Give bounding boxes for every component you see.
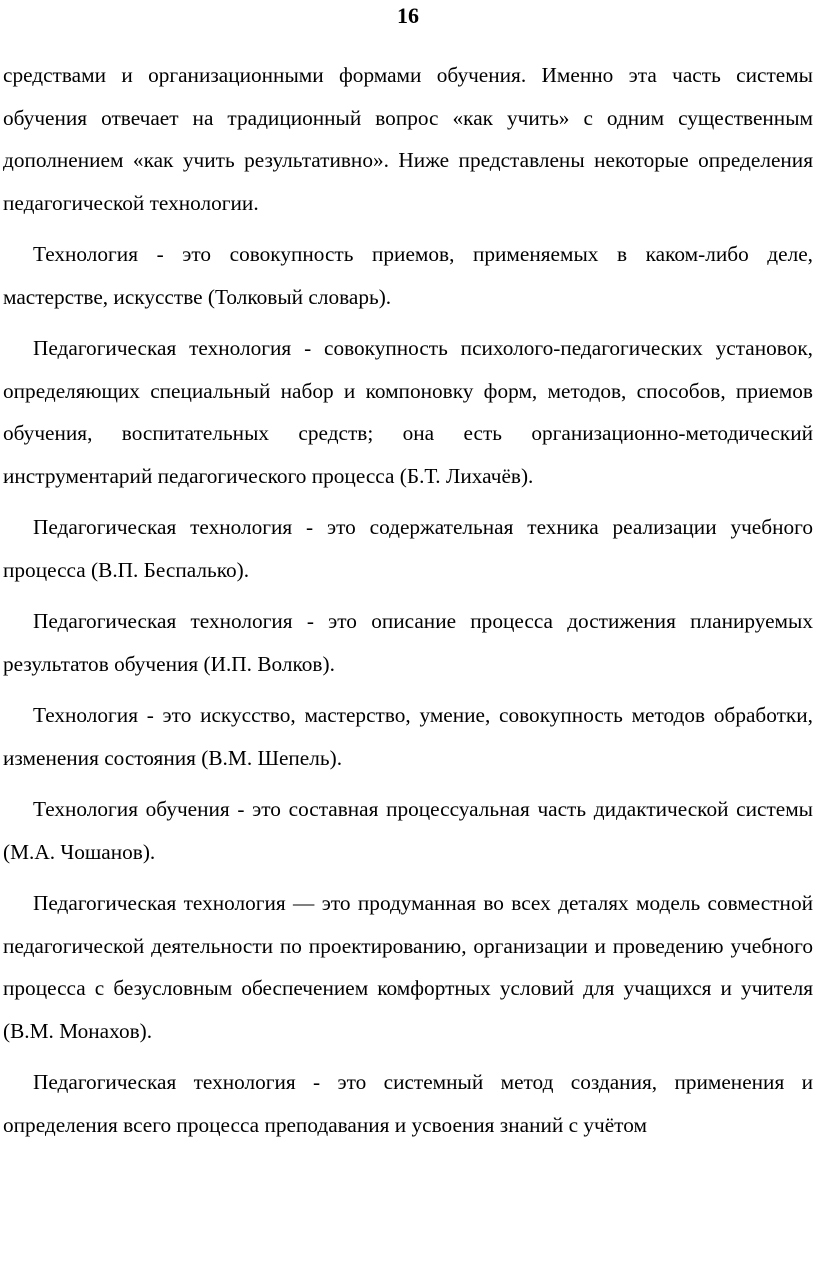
definition-paragraph: Технология - это искусство, мастерство, умение, совокупность методов обработки, изменения состояния (В.М. Шепель).: [3, 703, 813, 770]
definition-paragraph: Педагогическая технология — это продуманная во всех деталях модель совместной педагогической деятельности по проектированию, организации и проведению учебного процесса с безусловным обеспечением комфортных условий для учащихся и учителя (В.М. Монахов).: [3, 891, 813, 1043]
definition-paragraph: Педагогическая технология - это описание процесса достижения планируемых результатов обучения (И.П. Волков).: [3, 609, 813, 676]
definition-paragraph: Технология - это совокупность приемов, применяемых в каком-либо деле, мастерстве, искусстве (Толковый словарь).: [3, 242, 813, 309]
page-body: [3, 54, 813, 1155]
paragraph-continuation: средствами и организационными формами обучения. Именно эта часть системы обучения отвечает на традиционный вопрос «как учить» с одним существенным дополнением «как учить результативно». Ниже представлены некоторые определения педагогической технологии.: [3, 63, 813, 215]
definition-paragraph: Технология обучения - это составная процессуальная часть дидактической системы (М.А. Чошанов).: [3, 797, 813, 864]
page-number: 16: [397, 3, 419, 28]
definition-paragraph: Педагогическая технология - это содержательная техника реализации учебного процесса (В.П. Беспалько).: [3, 515, 813, 582]
definition-paragraph: Педагогическая технология - это системный метод создания, применения и определения всего процесса преподавания и усвоения знаний с учётом: [3, 1070, 813, 1137]
definition-paragraph: Педагогическая технология - совокупность психолого-педагогических установок, определяющих специальный набор и компоновку форм, методов, способов, приемов обучения, воспитательных средств; она есть организационно-методический инструментарий педагогического процесса (Б.Т. Лихачёв).: [3, 336, 813, 488]
